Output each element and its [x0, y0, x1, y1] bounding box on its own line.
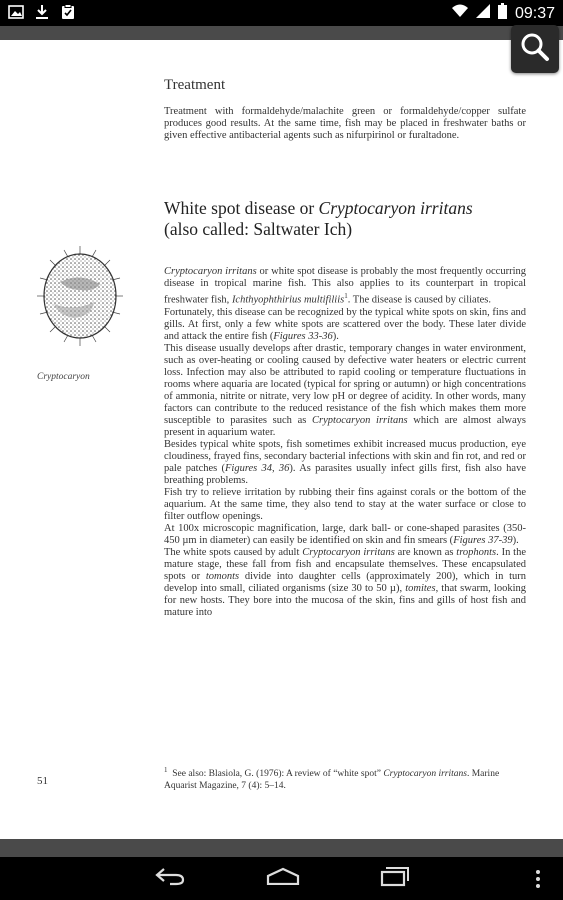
- navigation-bar: [0, 857, 563, 900]
- clipboard-icon: [60, 4, 76, 20]
- wifi-icon: [452, 4, 468, 23]
- treatment-heading: Treatment: [164, 77, 226, 93]
- footnote: $^1$ See also: Blasiola, G. (1976): A review of “white spot” Cryptocaryon irritans. Marine Aquarist Magazine, 7 (4): 5–14.: [164, 766, 500, 792]
- search-icon: [520, 32, 550, 67]
- cryptocaryon-illustration: [34, 242, 126, 360]
- treatment-paragraph: Treatment with formaldehyde/malachite green or formaldehyde/copper sulfate produces good results. At the same time, fish may be placed in freshwater baths or given effective antibacterial agents such as nifurpirinol or furaltadone.: [164, 106, 526, 141]
- paragraph: Fish try to relieve irritation by rubbing their fins against corals or the bottom of the aquarium. At the same time, they also tend to stay at the water surface or close to filter outflow openings.: [164, 486, 526, 522]
- paragraph: Fortunately, this disease can be recognized by the typical white spots on skin, fins and gills. At first, only a few white spots are scattered over the body. These later divide and attack the entire fish (Figures 33-36).: [164, 306, 526, 342]
- page-number: 51: [37, 775, 48, 787]
- recent-apps-icon[interactable]: [380, 865, 410, 892]
- paragraph: At 100x microscopic magnification, large, dark ball- or cone-shaped parasites (350-450 µm in diameter) can easily be identified on skin and fin smears (Figures 37-39).: [164, 522, 526, 546]
- signal-icon: [476, 4, 490, 23]
- paragraph: Cryptocaryon irritans or white spot disease is probably the most frequently occurring disease in tropical marine fish. This also applies to its counterpart in tropical freshwater fish, Ichthyophthirius multifiliis$^1$. The disease is caused by ciliates.: [164, 266, 526, 306]
- section-heading: White spot disease or Cryptocaryon irritans (also called: Saltwater Ich): [164, 198, 473, 239]
- image-icon: [8, 4, 24, 20]
- overflow-menu-icon[interactable]: [535, 869, 541, 894]
- paragraph: The white spots caused by adult Cryptocaryon irritans are known as trophonts. In the mature stage, these fall from fish and encapsulate themselves. These encapsulated spots or tomonts divide into daughter cells (approximately 200), which in turn develop into small, ciliated organisms (size 30 to 50 µ), tomites, that swarm, looking for new hosts. They bore into the mucosa of the skin, fins and gills of host fish and mature into: [164, 546, 527, 618]
- battery-icon: [498, 3, 507, 24]
- clock: 09:37: [514, 4, 555, 22]
- home-icon[interactable]: [266, 867, 300, 890]
- search-button[interactable]: [511, 25, 559, 73]
- figure-caption: Cryptocaryon: [37, 372, 90, 382]
- paragraph: Besides typical white spots, fish sometimes exhibit increased mucus production, eye cloudiness, frayed fins, secondary bacterial infections with skin and fin rot, and red or pale patches (Figures 34, 36). As parasites usually infect gills first, fish also have breathing problems.: [164, 438, 526, 486]
- back-icon[interactable]: [154, 866, 186, 891]
- paragraph: This disease usually develops after drastic, temporary changes in water environment, such as over-heating or cooling caused by defective water heaters or electric current loss. Infection may also be attributed to rapid cooling or temperature fluctuations in rooms where aquaria are located (typical for spring or autumn) or high concentrations of ammonia, nitrite or nitrate, very low pH or degree of acidity. In other words, many factors can contribute to the reduced resistance of the fish which makes them more susceptible to parasites such as Cryptocaryon irritans which are almost always present in aquarium water.: [164, 342, 526, 438]
- section-body: [164, 266, 526, 619]
- download-icon: [34, 4, 50, 20]
- book-page[interactable]: [0, 40, 563, 839]
- status-bar: [0, 0, 563, 26]
- top-divider: [0, 26, 563, 40]
- bottom-divider: [0, 839, 563, 857]
